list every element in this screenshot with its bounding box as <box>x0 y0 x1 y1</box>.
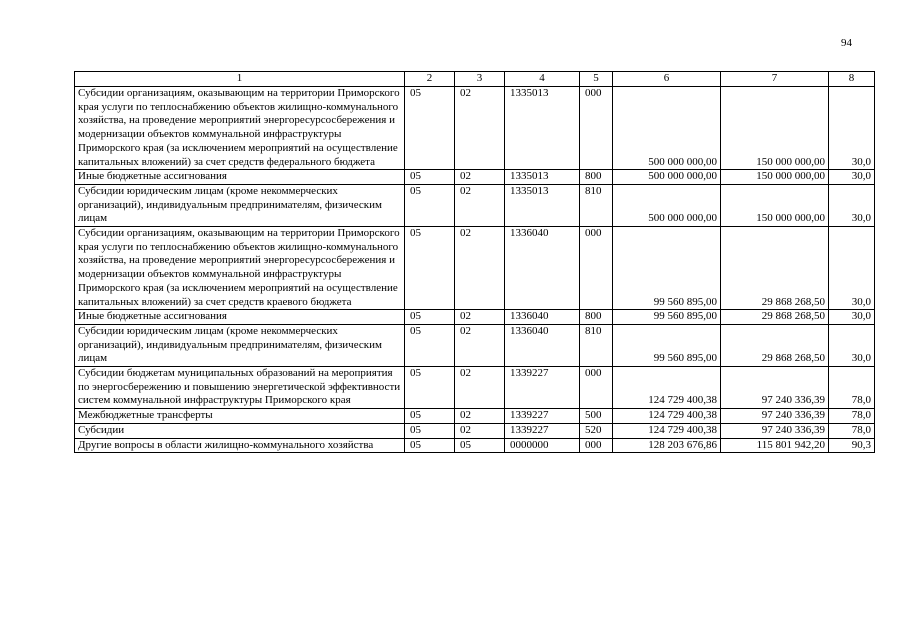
header-cell: 8 <box>829 72 875 87</box>
execution-percent: 30,0 <box>829 324 875 366</box>
executed-amount: 29 868 268,50 <box>721 227 829 310</box>
row-name: Субсидии <box>75 423 405 438</box>
execution-percent: 30,0 <box>829 227 875 310</box>
target-article-code: 1335013 <box>505 170 580 185</box>
execution-percent: 78,0 <box>829 423 875 438</box>
executed-amount: 29 868 268,50 <box>721 310 829 325</box>
subsection-code: 02 <box>455 409 505 424</box>
executed-amount: 29 868 268,50 <box>721 324 829 366</box>
section-code: 05 <box>405 87 455 170</box>
section-code: 05 <box>405 310 455 325</box>
planned-amount: 124 729 400,38 <box>613 423 721 438</box>
planned-amount: 99 560 895,00 <box>613 310 721 325</box>
header-row <box>75 72 875 87</box>
row-name: Субсидии юридическим лицам (кроме некоммерческих организаций), индивидуальным предпринимателям, физическим лицам <box>75 184 405 226</box>
planned-amount: 99 560 895,00 <box>613 324 721 366</box>
executed-amount: 97 240 336,39 <box>721 423 829 438</box>
expense-type-code: 810 <box>580 324 613 366</box>
budget-table <box>74 71 875 453</box>
header-cell: 4 <box>505 72 580 87</box>
section-code: 05 <box>405 438 455 453</box>
target-article-code: 1336040 <box>505 227 580 310</box>
expense-type-code: 800 <box>580 310 613 325</box>
row-name: Межбюджетные трансферты <box>75 409 405 424</box>
target-article-code: 1336040 <box>505 324 580 366</box>
expense-type-code: 000 <box>580 87 613 170</box>
header-cell: 1 <box>75 72 405 87</box>
subsection-code: 02 <box>455 87 505 170</box>
table-row <box>75 367 875 409</box>
table-row <box>75 324 875 366</box>
subsection-code: 02 <box>455 170 505 185</box>
row-name: Субсидии организациям, оказывающим на территории Приморского края услуги по теплоснабжению объектов жилищно-коммунального хозяйства, на проведение мероприятий энергоресурсосбережения и модернизации объектов коммунальной инфраструктуры Приморского края (за исключением мероприятий на осуществление капитальных вложений) за счет средств краевого бюджета <box>75 227 405 310</box>
table-row <box>75 409 875 424</box>
execution-percent: 90,3 <box>829 438 875 453</box>
page-number: 94 <box>841 37 852 49</box>
target-article-code: 1336040 <box>505 310 580 325</box>
section-code: 05 <box>405 170 455 185</box>
table-row <box>75 170 875 185</box>
executed-amount: 115 801 942,20 <box>721 438 829 453</box>
row-name: Иные бюджетные ассигнования <box>75 310 405 325</box>
section-code: 05 <box>405 324 455 366</box>
section-code: 05 <box>405 227 455 310</box>
header-cell: 2 <box>405 72 455 87</box>
header-cell: 6 <box>613 72 721 87</box>
executed-amount: 97 240 336,39 <box>721 409 829 424</box>
row-name: Субсидии юридическим лицам (кроме некоммерческих организаций), индивидуальным предпринимателям, физическим лицам <box>75 324 405 366</box>
section-code: 05 <box>405 423 455 438</box>
expense-type-code: 000 <box>580 438 613 453</box>
header-cell: 3 <box>455 72 505 87</box>
expense-type-code: 500 <box>580 409 613 424</box>
executed-amount: 150 000 000,00 <box>721 87 829 170</box>
execution-percent: 30,0 <box>829 87 875 170</box>
expense-type-code: 800 <box>580 170 613 185</box>
target-article-code: 1339227 <box>505 409 580 424</box>
planned-amount: 124 729 400,38 <box>613 367 721 409</box>
target-article-code: 0000000 <box>505 438 580 453</box>
row-name: Субсидии бюджетам муниципальных образований на мероприятия по энергосбережению и повышению энергетической эффективности систем коммунальной инфраструктуры Приморского края <box>75 367 405 409</box>
executed-amount: 97 240 336,39 <box>721 367 829 409</box>
table-row <box>75 184 875 226</box>
row-name: Другие вопросы в области жилищно-коммунального хозяйства <box>75 438 405 453</box>
section-code: 05 <box>405 184 455 226</box>
subsection-code: 02 <box>455 423 505 438</box>
planned-amount: 500 000 000,00 <box>613 184 721 226</box>
planned-amount: 99 560 895,00 <box>613 227 721 310</box>
execution-percent: 30,0 <box>829 170 875 185</box>
planned-amount: 500 000 000,00 <box>613 170 721 185</box>
target-article-code: 1339227 <box>505 423 580 438</box>
target-article-code: 1335013 <box>505 87 580 170</box>
execution-percent: 78,0 <box>829 367 875 409</box>
section-code: 05 <box>405 409 455 424</box>
row-name: Иные бюджетные ассигнования <box>75 170 405 185</box>
table-row <box>75 438 875 453</box>
target-article-code: 1339227 <box>505 367 580 409</box>
executed-amount: 150 000 000,00 <box>721 170 829 185</box>
subsection-code: 05 <box>455 438 505 453</box>
expense-type-code: 000 <box>580 227 613 310</box>
table-row <box>75 310 875 325</box>
header-cell: 7 <box>721 72 829 87</box>
table-row <box>75 87 875 170</box>
table-row <box>75 227 875 310</box>
execution-percent: 78,0 <box>829 409 875 424</box>
expense-type-code: 520 <box>580 423 613 438</box>
expense-type-code: 000 <box>580 367 613 409</box>
planned-amount: 500 000 000,00 <box>613 87 721 170</box>
header-cell: 5 <box>580 72 613 87</box>
subsection-code: 02 <box>455 324 505 366</box>
subsection-code: 02 <box>455 367 505 409</box>
row-name: Субсидии организациям, оказывающим на территории Приморского края услуги по теплоснабжению объектов жилищно-коммунального хозяйства, на проведение мероприятий энергоресурсосбережения и модернизации объектов коммунальной инфраструктуры Приморского края (за исключением мероприятий на осуществление капитальных вложений) за счет средств федерального бюджета <box>75 87 405 170</box>
subsection-code: 02 <box>455 310 505 325</box>
section-code: 05 <box>405 367 455 409</box>
planned-amount: 124 729 400,38 <box>613 409 721 424</box>
subsection-code: 02 <box>455 227 505 310</box>
expense-type-code: 810 <box>580 184 613 226</box>
executed-amount: 150 000 000,00 <box>721 184 829 226</box>
target-article-code: 1335013 <box>505 184 580 226</box>
subsection-code: 02 <box>455 184 505 226</box>
table-row <box>75 423 875 438</box>
execution-percent: 30,0 <box>829 184 875 226</box>
planned-amount: 128 203 676,86 <box>613 438 721 453</box>
execution-percent: 30,0 <box>829 310 875 325</box>
